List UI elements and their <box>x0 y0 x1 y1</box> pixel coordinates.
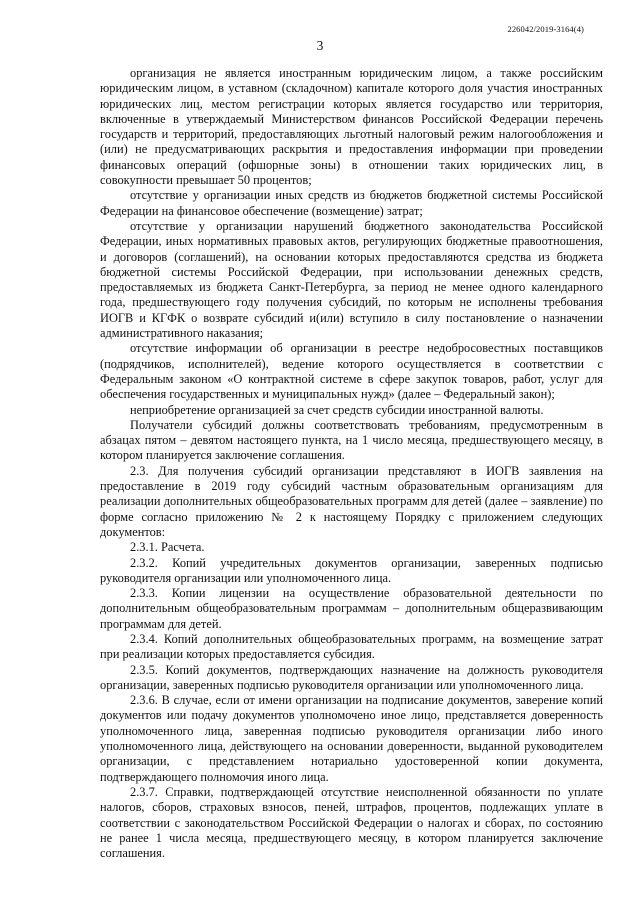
paragraph-2-3-7: 2.3.7. Справки, подтверждающей отсутствие неисполненной обязанности по уплате налогов, сборов, страховых взносов, пеней, штрафов, процентов, подлежащих уплате в соответствии с законодательством Российской Федерации о налогах и сборах, по состоянию не ранее 1 числа месяца, предшествующего месяцу, в котором планируется заключение соглашения. <box>100 784 603 861</box>
paragraph-no-budget-violations: отсутствие у организации нарушений бюджетного законодательства Российской Федерации, иных нормативных правовых актов, регулирующих бюджетные правоотношения, и договоров (соглашений), на основании которых предоставляются средства из бюджета бюджетной системы Российской Федерации, при использовании денежных средств, предоставляемых из бюджета Санкт-Петербурга, за период не менее одного календарного года, предшествующего году получения субсидий, по которым не исполнены требования ИОГВ и КГФК о возврате субсидий и(или) вступило в силу постановление о назначении административного наказания; <box>100 218 603 341</box>
paragraph-unfair-suppliers-registry: отсутствие информации об организации в реестре недобросовестных поставщиков (подрядчиков, исполнителей), ведение которого осуществляется в соответствии с Федеральным законом «О контрактной системе в сфере закупок товаров, работ, услуг для обеспечения государственных и муниципальных нужд» (далее – Федеральный закон); <box>100 341 603 402</box>
paragraph-2-3-4: 2.3.4. Копий дополнительных общеобразовательных программ, на возмещение затрат при реализации которых предоставляется субсидия. <box>100 631 603 662</box>
page-number: 3 <box>316 38 324 53</box>
document-body <box>100 66 603 861</box>
paragraph-2-3-1: 2.3.1. Расчета. <box>130 540 205 555</box>
paragraph-2-3-2: 2.3.2. Копий учредительных документов организации, заверенных подписью руководителя организации или уполномоченного лица. <box>100 555 603 585</box>
paragraph-no-other-budget-funds: отсутствие у организации иных средств из бюджетов бюджетной системы Российской Федерации на финансовое обеспечение (возмещение) затрат; <box>100 188 603 218</box>
paragraph-2-3-5: 2.3.5. Копий документов, подтверждающих назначение на должность руководителя организации, заверенных подписью руководителя организации или уполномоченного лица. <box>100 662 603 692</box>
paragraph-2-3-3: 2.3.3. Копии лицензии на осуществление образовательной деятельности по дополнительным общеобразовательным программам – дополнительным общеразвивающим программам для детей. <box>100 586 603 631</box>
paragraph-offshore-condition: организация не является иностранным юридическим лицом, а также российским юридическим лицом, в уставном (складочном) капитале которого доля участия иностранных юридических лиц, местом регистрации которых является государство или территория, включенные в утверждаемый Министерством финансов Российской Федерации перечень государств и территорий, предоставляющих льготный налоговый режим налогообложения и (или) не предусматривающих раскрытия и предоставления информации при проведении финансовых операций (офшорные зоны) в отношении таких юридических лиц, в совокупности превышает 50 процентов; <box>100 66 603 188</box>
paragraph-recipient-requirements: Получатели субсидий должны соответствовать требованиям, предусмотренным в абзацах пятом – девятом настоящего пункта, на 1 число месяца, предшествующего месяцу, в котором планируется заключение соглашения. <box>100 417 603 463</box>
paragraph-no-foreign-currency: неприобретение организацией за счет средств субсидии иностранной валюты. <box>130 402 544 417</box>
paragraph-section-2-3: 2.3. Для получения субсидий организации представляют в ИОГВ заявления на предоставление в 2019 году субсидий частным образовательным организациям для реализации дополнительных общеобразовательных программ для детей (далее – заявление) по форме согласно приложению № 2 к настоящему Порядку с приложением следующих документов: <box>100 463 603 539</box>
document-registration-number: 226042/2019-3164(4) <box>507 24 584 34</box>
paragraph-2-3-6: 2.3.6. В случае, если от имени организации на подписание документов, заверение копий документов или подачу документов уполномочено иное лицо, представляется доверенность уполномоченного лица, заверенная подписью руководителя организации либо иного уполномоченного лица, действующего на основании доверенности, выданной руководителем организации, с представлением нотариально удостоверенной копии документа, подтверждающего полномочия иного лица. <box>100 693 603 784</box>
